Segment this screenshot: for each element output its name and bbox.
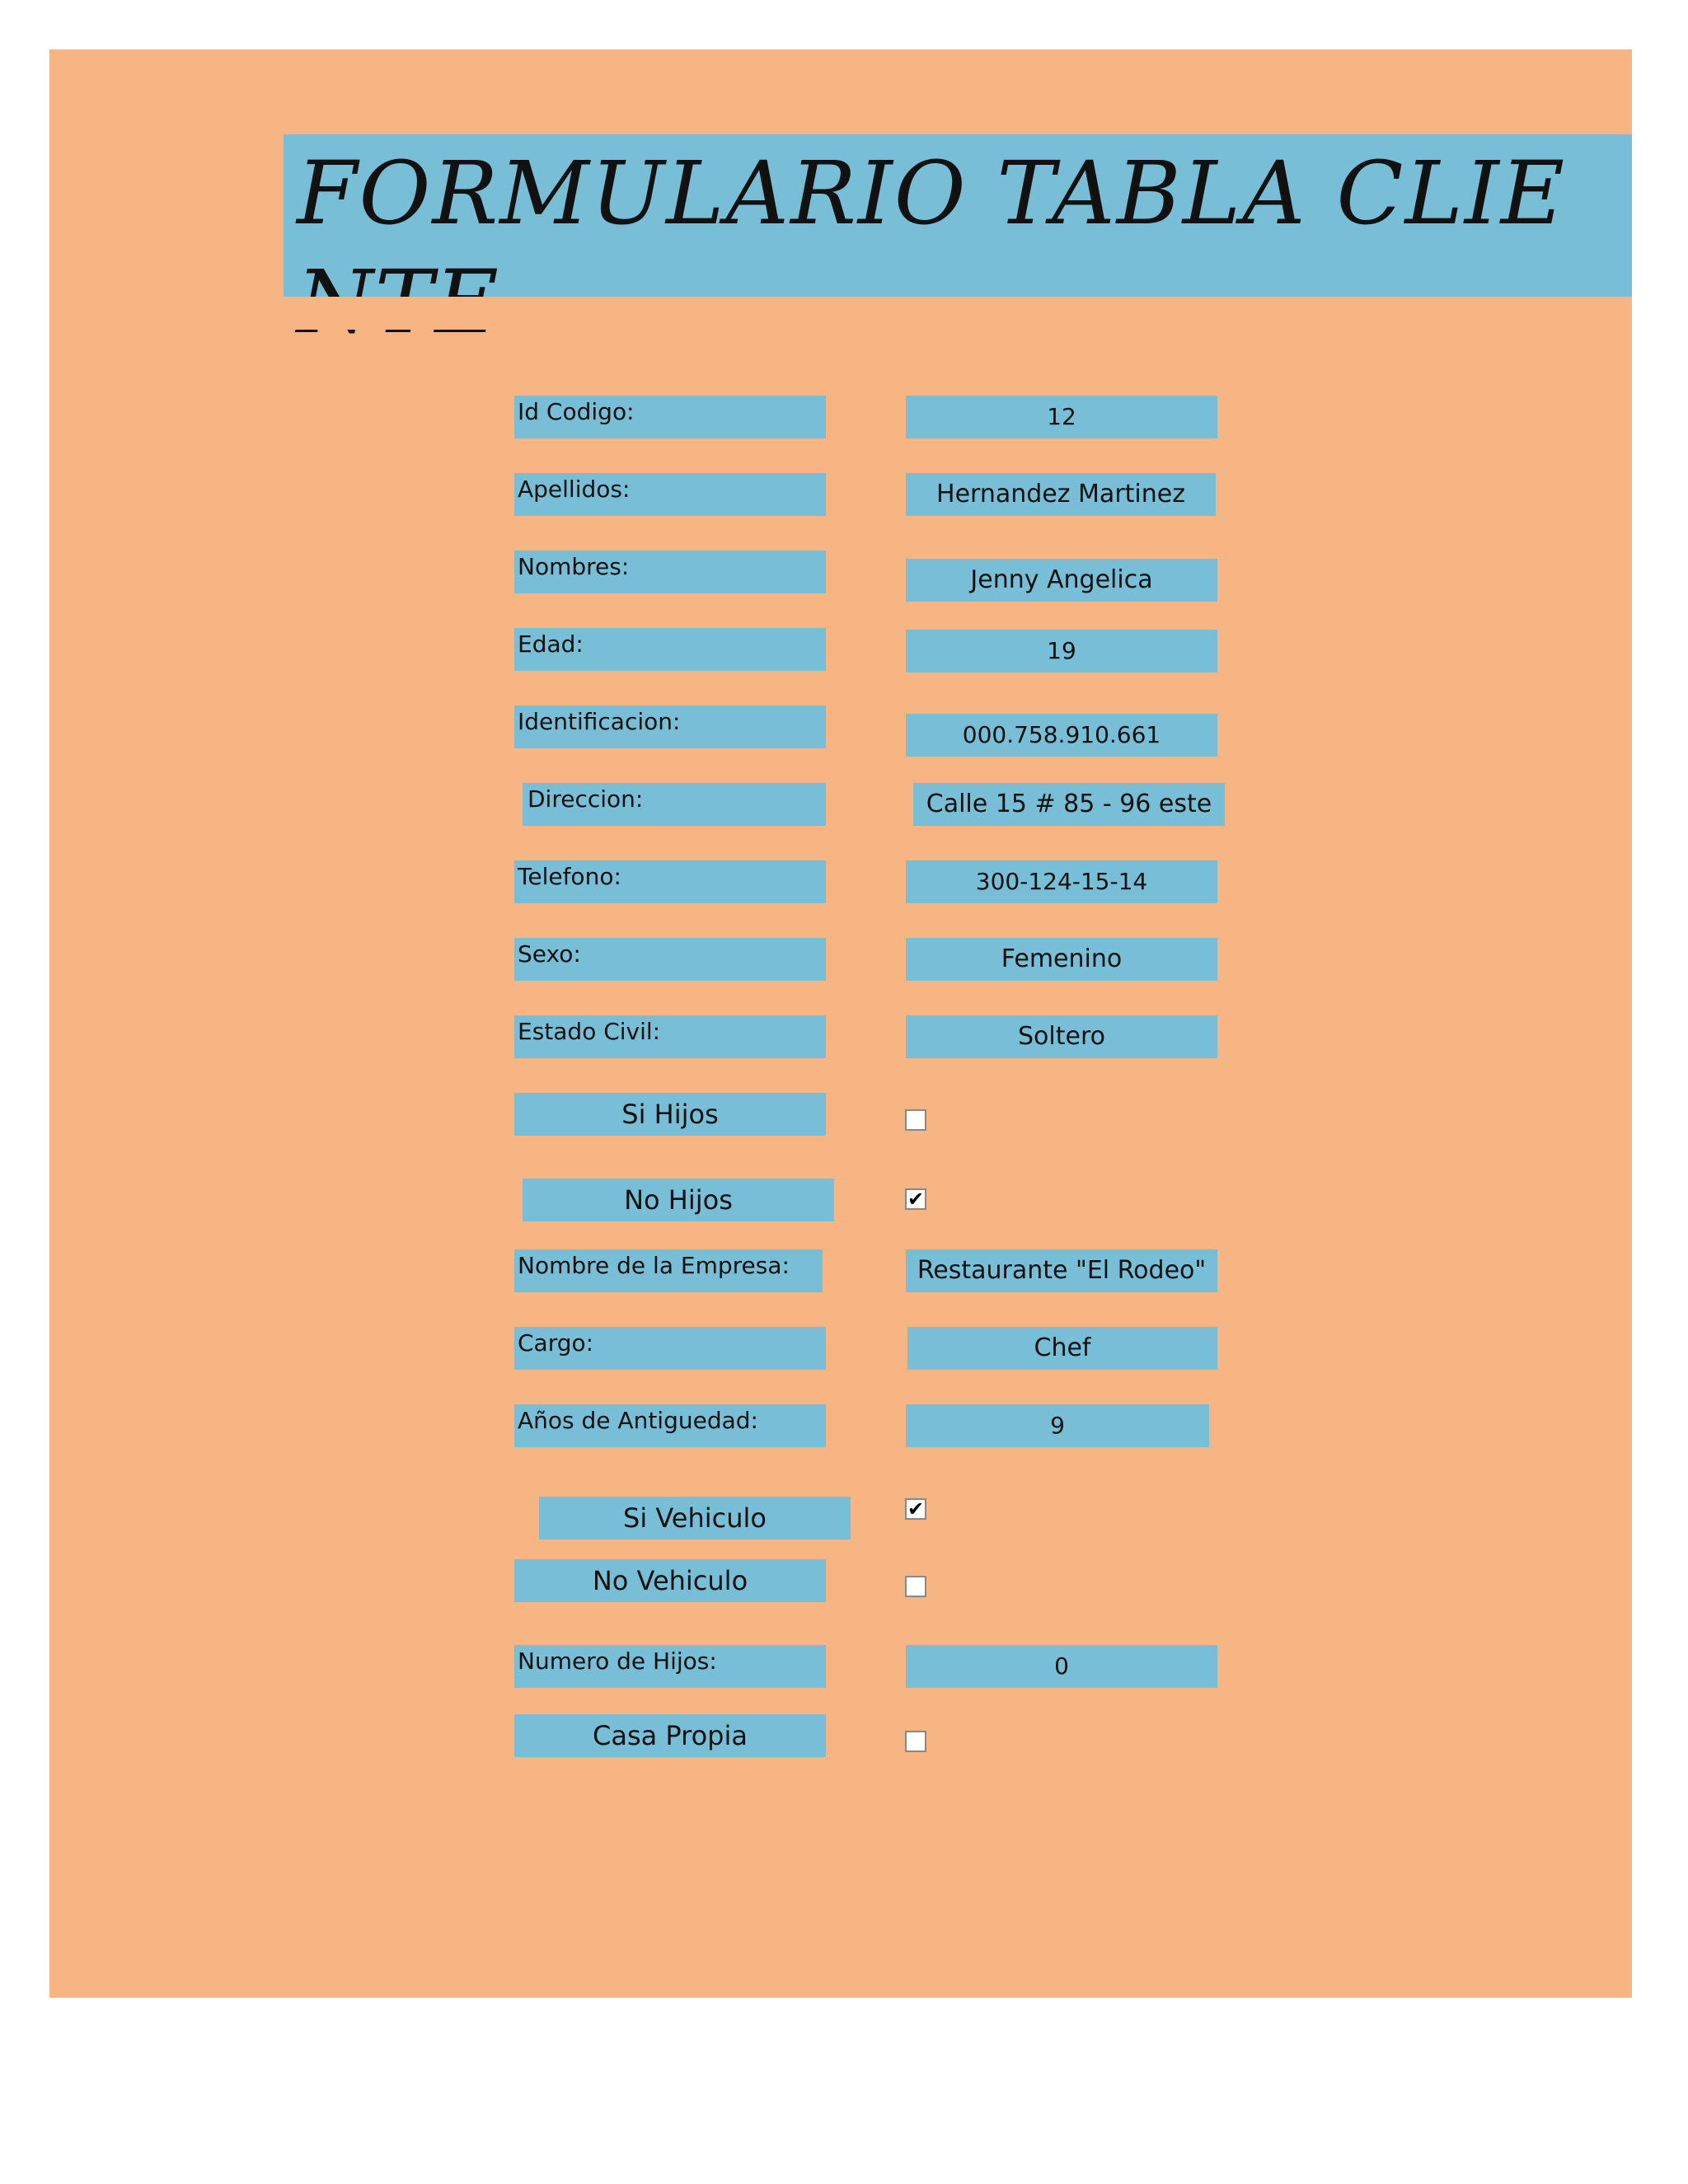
id-codigo-label: Id Codigo: bbox=[514, 396, 826, 438]
nombre-empresa-label: Nombre de la Empresa: bbox=[514, 1249, 823, 1292]
edad-field[interactable]: 19 bbox=[906, 630, 1217, 673]
si-hijos-label: Si Hijos bbox=[514, 1093, 826, 1136]
identificacion-label: Identificacion: bbox=[514, 705, 826, 748]
apellidos-field[interactable]: Hernandez Martinez bbox=[906, 473, 1216, 516]
sexo-label: Sexo: bbox=[514, 938, 826, 981]
si-vehiculo-label: Si Vehiculo bbox=[539, 1497, 851, 1540]
estado-civil-label: Estado Civil: bbox=[514, 1015, 826, 1058]
numero-hijos-label: Numero de Hijos: bbox=[514, 1645, 826, 1688]
telefono-label: Telefono: bbox=[514, 860, 826, 903]
si-vehiculo-checkbox[interactable]: ✔ bbox=[905, 1498, 926, 1520]
id-codigo-field[interactable]: 12 bbox=[906, 396, 1217, 438]
direccion-label: Direccion: bbox=[523, 783, 826, 826]
cargo-label: Cargo: bbox=[514, 1327, 826, 1370]
si-hijos-checkbox[interactable] bbox=[905, 1109, 926, 1131]
nombres-label: Nombres: bbox=[514, 551, 826, 593]
direccion-field[interactable]: Calle 15 # 85 - 96 este bbox=[913, 783, 1225, 826]
nombre-empresa-field[interactable]: Restaurante "El Rodeo" bbox=[906, 1249, 1217, 1292]
estado-civil-field[interactable]: Soltero bbox=[906, 1015, 1217, 1058]
sexo-field[interactable]: Femenino bbox=[906, 938, 1217, 981]
telefono-field[interactable]: 300-124-15-14 bbox=[906, 860, 1217, 903]
no-hijos-label: No Hijos bbox=[523, 1179, 834, 1221]
apellidos-label: Apellidos: bbox=[514, 473, 826, 516]
antiguedad-label: Años de Antiguedad: bbox=[514, 1404, 826, 1447]
identificacion-field[interactable]: 000.758.910.661 bbox=[906, 714, 1217, 757]
no-hijos-checkbox[interactable]: ✔ bbox=[905, 1188, 926, 1210]
page-title: FORMULARIO TABLA CLIE bbox=[297, 143, 1567, 244]
casa-propia-label: Casa Propia bbox=[514, 1714, 826, 1757]
title-bar bbox=[284, 134, 1632, 297]
casa-propia-checkbox[interactable] bbox=[905, 1731, 926, 1752]
cargo-field[interactable]: Chef bbox=[907, 1327, 1217, 1370]
no-vehiculo-checkbox[interactable] bbox=[905, 1576, 926, 1597]
numero-hijos-field[interactable]: 0 bbox=[906, 1645, 1217, 1688]
nombres-field[interactable]: Jenny Angelica bbox=[906, 559, 1217, 602]
title-overflow-mask bbox=[284, 297, 778, 330]
edad-label: Edad: bbox=[514, 628, 826, 671]
no-vehiculo-label: No Vehiculo bbox=[514, 1559, 826, 1602]
antiguedad-field[interactable]: 9 bbox=[906, 1404, 1209, 1447]
